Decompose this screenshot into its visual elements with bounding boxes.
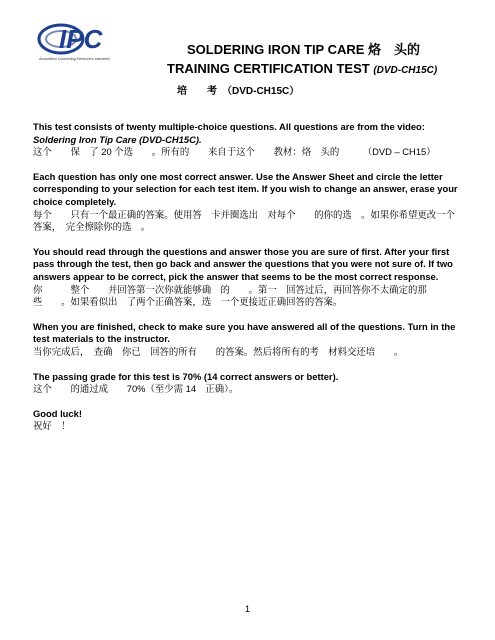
title-code: (DVD-CH15C) — [373, 65, 438, 76]
title-line-3: 培 考 （DVD-CH15C） — [177, 86, 300, 97]
para-3-zh: 你 整个 并回答第一次你就能够确 的 。第一 回答过后，再回答你不太确定的那些 。如果看似出 了两个正确答案，选 一个更接近正确回答的答案。 — [33, 283, 427, 308]
ipc-logo — [37, 20, 155, 58]
para-4-zh: 当你完成后， 查确 你已 回答的所有 的答案。然后将所有的考 材料交还培 。 — [33, 345, 404, 357]
para-1-zh: 这个 保 了 20 个选 。所有的 来自于这个 教材：烙 头的 （DVD – CH15） — [33, 146, 436, 158]
para-2-zh: 每个 只有一个最正确的答案。使用答 卡并圈选出 对每个 的你的选 。如果你希望更改一个答案， 完全擦除你的选 。 — [33, 208, 455, 233]
para-1-en-text: This test consists of twenty multiple-choice questions. All questions are from the video: — [33, 121, 425, 132]
para-1-video-title: Soldering Iron Tip Care (DVD-CH15C). — [33, 133, 202, 145]
para-3-en: You should read through the questions and answer those you are sure of first. After your first pass through the test, then go back and answer the questions that you were not sure of. If two answers appear to be correct, pick the answer that seems to be the most correct response. — [33, 245, 453, 282]
para-1-en — [33, 121, 463, 146]
instructions — [33, 121, 463, 433]
title-line-2 — [167, 61, 437, 76]
title-line-1: SOLDERING IRON TIP CARE 烙 头的 — [187, 42, 421, 57]
para-5-zh: 这个 的通过成 70%（至少需 14 正确）。 — [33, 383, 239, 395]
para-2-en: Each question has only one most correct answer. Use the Answer Sheet and circle the letter corresponding to your selection for each test item. If you wish to change an answer, erase your choice completely. — [33, 170, 458, 207]
page-number: 1 — [244, 604, 250, 614]
logo-tagline: Association Connecting Electronics Industries — [39, 57, 110, 61]
ipc-logo-mark — [37, 20, 155, 58]
title-line-2-text: TRAINING CERTIFICATION TEST — [167, 61, 374, 76]
para-6-en: Good luck! — [33, 407, 82, 419]
para-5-en: The passing grade for this test is 70% (14 correct answers or better). — [33, 370, 339, 382]
para-6-zh: 祝好 ！ — [33, 420, 71, 432]
para-4-en: When you are finished, check to make sure you have answered all of the questions. Turn in the test materials to the instructor. — [33, 320, 456, 345]
logo-text: IPC — [59, 24, 103, 54]
